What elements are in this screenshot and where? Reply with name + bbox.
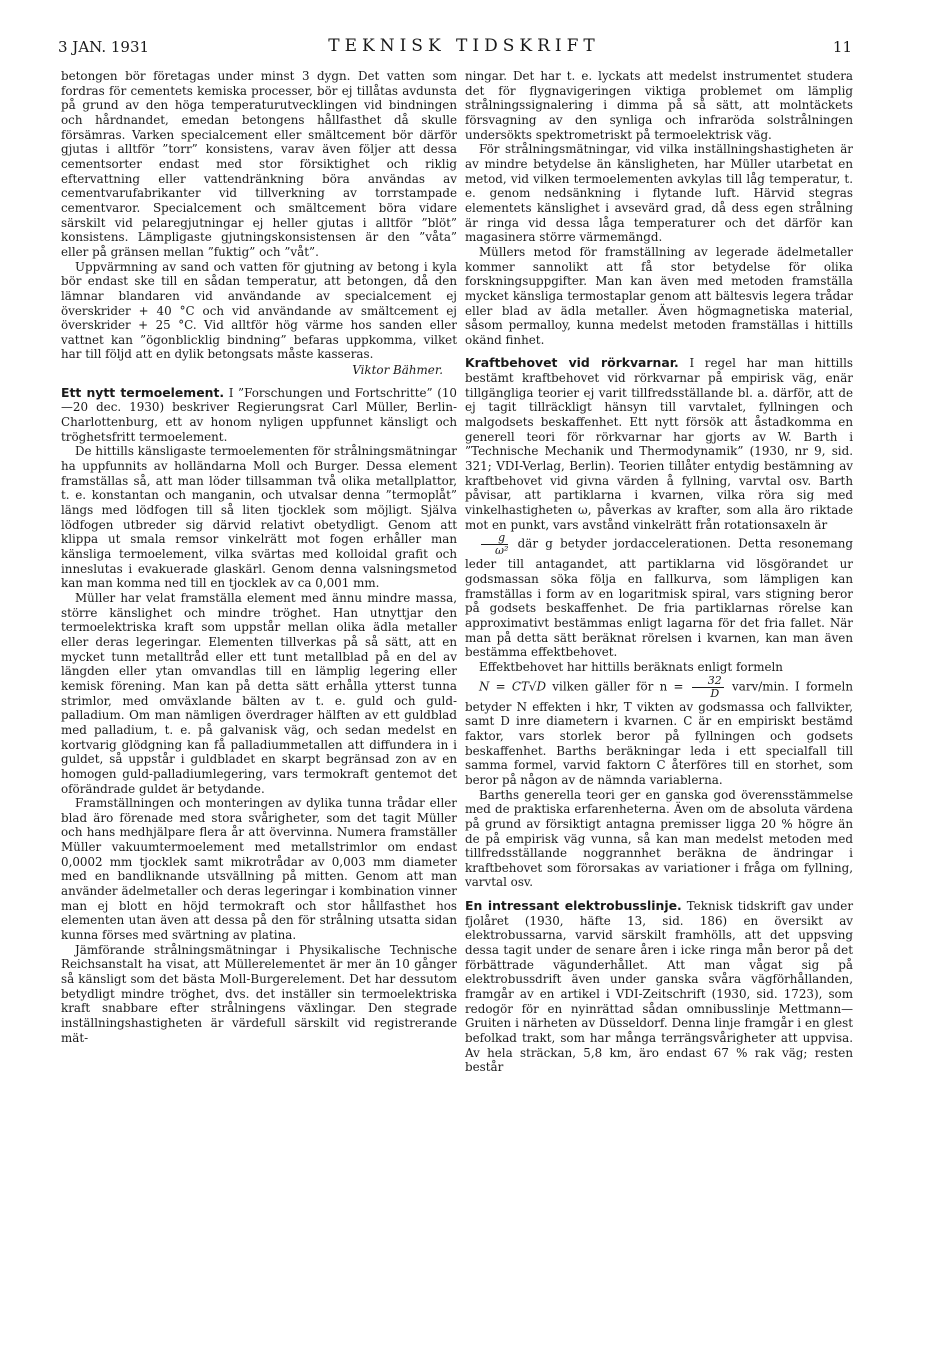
fraction-g-omega [481, 532, 508, 557]
fraction-numerator: g [481, 532, 508, 545]
body-paragraph: De hittills känsligaste termoelementen för strålningsmätningar ha uppfunnits av holländarna Moll och Burger. Dessa element framställas så, att man löder tillsamman två olika metallplattor, t. e. konstantan och manganin, och utvalsar denna ”termoplåt” längs med lödfogen till så liten tjocklek som möjligt. Själva lödfogen utbreder sig därvid relativt obetydligt. Genom att klippa ut smala remsor vinkelrätt mot fogen erhåller man känsliga termoelement, vilka svärtas med kolloidal grafit och inneslutas i evakuerade glaskärl. Genom denna valsningsmetod kan man komma ned till en tjocklek av ca 0,001 mm. [61, 444, 457, 591]
body-paragraph: Framställningen och monteringen av dylika tunna trådar eller blad äro förenade med stora svårigheter, som det tagit Müller och hans medhjälpare flera år att övervinna. Numera framställer Müller vakuumtermoelement med metallstrimlor om endast 0,0002 mm tjocklek samt mikrotrådar av 0,003 mm diameter med en bandliknande utsvällning på mitten. Genom att man använder ädelmetaller och deras legeringar i kombination vinner man ej blott en höjd termokraft och stor hållfasthet hos elementen utan även att dessa på den för strålning utsatta sidan kunna förses med svärtning av platina. [61, 796, 457, 943]
section-heading: Kraftbehovet vid rörkvarnar. [465, 355, 679, 371]
section-heading: Ett nytt termoelement. [61, 384, 225, 400]
body-paragraph: Jämförande strålningsmätningar i Physikalische Technische Reichsanstalt ha visat, att Müllerelementet är mer än 10 gånger så känsligt som det bästa Moll-Burgerelement. Det har dessutom betydligt mindre tröghet, dvs. det inställer sin termoelektriska kraft snabbare efter strålningens växlingar. Den stegrade inställningshastigheten är värdefull särskilt vid registrerande mät- [61, 942, 457, 1045]
article-termoelement [61, 386, 457, 445]
body-paragraph: Uppvärmning av sand och vatten för gjutning av betong i kyla bör endast ske till en sådan temperatur, att betongen, då den lämnar blandaren vid användande av specialcement ej överskrider + 40 °C och vid användande av smältcement ej överskrider + 25 °C. Vid alltför hög värme hos sanden eller vattnet kan ”ögonblicklig bindning” befaras uppkomma, vilket har till följd att en dylik betongsats måste kasseras. [61, 259, 457, 362]
body-paragraph: Müller har velat framställa element med ännu mindre massa, större känslighet och mindre tröghet. Han utnyttjar den termoelektriska kraft som uppstår mellan olika ädla metaller eller deras legeringar. Elementen tillverkas på så sätt, att en mycket tunn metalltråd eller ett tunt metallblad på en del av längden eller ytan omvandlas till en lämplig legering eller kemisk förening. Man kan på detta sätt erhålla ytterst tunna strimlor, med omväxlande bälten av t. e. guld och guld-palladium. Om man nämligen överdrager hälften av ett guldblad med palladium, t. e. på galvanisk väg, och sedan medelst en kortvarig glödgning kan få palladiummetallen att diffundera in i guldet, så uppstår i guldbladet en skarpt begränsad zon av en homogen guld-palladiumlegering, vars termokraft gentemot det oförändrade guldet är betydande. [61, 590, 457, 796]
body-paragraph: Barths generella teori ger en ganska god överensstämmelse med de praktiska erfarenheterna. Även om de absoluta värdena på grund av försiktigt antagna premisser ligga 20 % högre än de på empirisk väg vunna, så kan man medelst metoden med tillfredsställande noggrannhet beräkna de ändringar i kraftbehovet som förorsakas av variationer i fråga om fyllning, varvtal osv. [465, 787, 853, 890]
body-paragraph: För strålningsmätningar, vid vilka inställningshastigheten är av mindre betydelse än känsligheten, har Müller utarbetat en metod, vid vilken termoelementen avkylas till låg temperatur, t. e. genom nedsänkning i flytande luft. Härvid stegras elementets känslighet i avsevärd grad, då dess egen strålning är ringa vid dessa låga temperaturer och det därför kan magasinera större värmemängd. [465, 142, 853, 245]
right-column [465, 69, 853, 1075]
formula: N = CT√D [479, 679, 547, 694]
body-paragraph: ningar. Det har t. e. lyckats att medelst instrumentet studera det för flygnavigeringen viktiga problemet om lämplig strålningssignalering i dimma på så sätt, att molntäckets försvagning av den synliga och infraröda solstrålningen undersökts spektrometriskt på termoelektrisk väg. [465, 69, 853, 142]
body-text: varv/min. I formeln betyder N effekten i hkr, T vikten av godsmassa och fallvikter, samt D inre diametern i kvarnen. C är en empiriskt bestämd faktor, vars storlek beror på fyllningen och godsets beskaffenhet. Barths beräkningar leda i ett specialfall till samma formel, varvid faktorn C återföres till en storhet, som beror på någon av de nämnda variablerna. [465, 679, 853, 787]
body-text: I regel har man hittills bestämt kraftbehovet vid rörkvarnar på empirisk väg, enär tillgängliga teorier ej varit tillfredsställande bl. a. därför, att de ej tagit tillräckligt hänsyn till varvtalet, fyllningen och malgodsets beskaffenhet. Ett nytt försök att åstadkomma en generell teori för rörkvarnar har gjorts av W. Barth i ”Technische Mechanik und Thermodynamik” (1930, nr 9, sid. 321; VDI-Verlag, Berlin). Teorien tillåter entydig bestämning av kraftbehovet vid givna värden å fyllning, varvtal osv. Barth påvisar, att partiklarna i kvarnen, vilka röra sig med vinkelhastigheten ω, påverkas av krafter, som alla äro riktade mot en punkt, vars avstånd vinkelrätt från rotationsaxeln är [465, 356, 853, 532]
article-elektrobusslinje [465, 899, 853, 1075]
body-text: där g betyder jordaccelerationen. Detta resonemang leder till antagandet, att partiklarna vid lösgörandet ur godsmassan söka följa en fallkurva, som lämpligen kan framställas i form av en logaritmisk spiral, vars stigning beror på godsets beskaffenhet. De fria partiklarnas rörelse kan approximativt bestämmas enligt lagarna för det fria fallet. När man på detta sätt beräknat rörelsen i kvarnen, kan man även bestämma effektbehovet. [465, 536, 853, 660]
fraction-32-D [692, 675, 724, 700]
fraction-denominator: D [710, 686, 720, 700]
left-column [61, 69, 457, 1045]
body-paragraph: betongen bör företagas under minst 3 dygn. Det vatten som fordras för cementets kemiska processer, bör ej tillåtas avdunsta på grund av den höga temperaturutvecklingen vid bindningen och hårdnandet, emedan betongens hållfasthet då skulle försämras. Varken specialcement eller smältcement bör därför gjutas i alltför ”torr” konsistens, varav även följer att dessa cementsorter endast med stor försiktighet och riklig eftervattning eller vattendränkning böra användas av cementvarufabrikanter vid tillverkning av torrstampade cementvaror. Specialcement och smältcement böra vidare särskilt vid pelaregjutningar ej heller gjutas i alltför ”blöt” konsistens. Lämpligaste gjutningskonsistensen är den ”våta” eller på gränsen mellan ”fuktig” och ”våt”. [61, 69, 457, 259]
fraction-numerator: 32 [692, 675, 724, 688]
issue-date: 3 JAN. 1931 [58, 38, 150, 56]
article-rorkvarnar [465, 356, 853, 532]
body-text: I ”Forschungen und Fortschritte” (10—20 dec. 1930) beskriver Regierungsrat Carl Müller, Berlin-Charlottenburg, ett av honom nyligen uppfunnet känsligt och tröghetsfritt termoelement. [61, 385, 457, 444]
page-number: 11 [832, 38, 852, 56]
body-text: vilken gäller för n = [546, 679, 690, 694]
journal-title: TEKNISK TIDSKRIFT [328, 36, 600, 56]
body-paragraph: Effektbehovet har hittills beräknats enligt formeln [479, 659, 783, 674]
fraction-denominator: ω² [495, 544, 509, 558]
body-paragraph: Müllers metod för framställning av legerade ädelmetaller kommer sannolikt att få stor betydelse för olika forskningsuppgifter. Man kan även med metoden framställa mycket känsliga termostaplar genom att bältesvis legera trådar eller blad av ädla metaller. Även högmagnetiska material, såsom permalloy, kunna medelst metoden framställas i hittills okänd finhet. [465, 244, 853, 347]
author-signature: Viktor Bähmer. [352, 363, 443, 378]
body-text: Teknisk tidskrift gav under fjolåret (1930, häfte 13, sid. 186) en översikt av elektrobussarna, varvid särskilt framhölls, att det uppsving dessa tagit under de senare åren i icke ringa mån beror på det förbättrade vägunderhållet. Att man vågat sig på elektrobussdrift även under ganska svåra vägförhållanden, framgår av en artikel i VDI-Zeitschrift (1930, sid. 1723), som redogör för en nyinrättad sådan omnibusslinje Mettmann—Gruiten i närheten av Düsseldorf. Denna linje framgår i en glest befolkad trakt, som har många terrängsvårigheter att uppvisa. Av hela sträckan, 5,8 km, äro endast 67 % rak väg; resten består [465, 899, 853, 1075]
fraction-line [465, 532, 853, 660]
formula-paragraph [465, 675, 853, 788]
section-heading: En intressant elektrobusslinje. [465, 898, 682, 914]
